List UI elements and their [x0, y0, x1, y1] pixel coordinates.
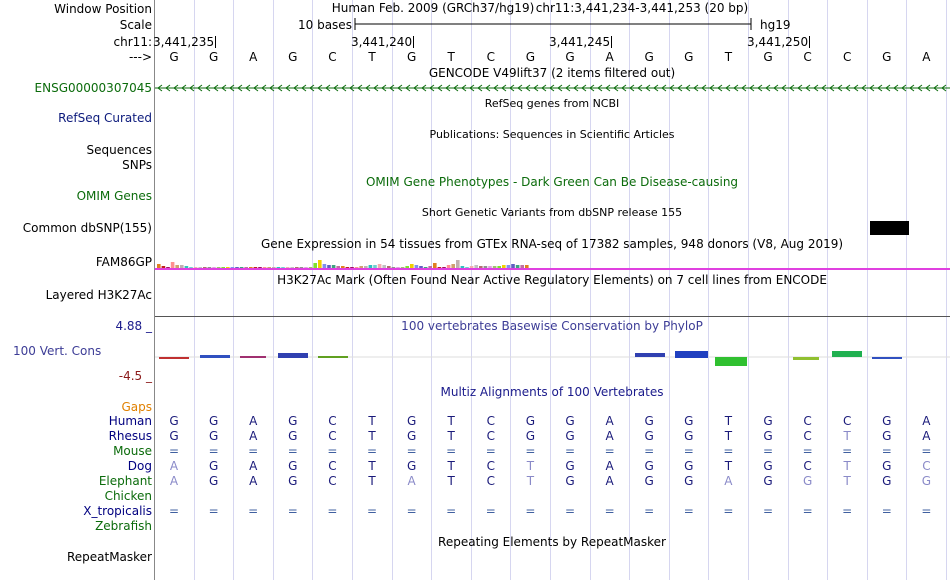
alignment-base: G — [208, 459, 219, 473]
gtex-tissue-bar — [355, 267, 359, 268]
alignment-base: = — [525, 444, 536, 458]
gtex-tissue-bar — [396, 267, 400, 268]
alignment-base: = — [842, 504, 853, 518]
gtex-tissue-bar — [497, 266, 501, 268]
alignment-base: T — [447, 459, 455, 473]
scale-assembly: hg19 — [760, 18, 791, 32]
dna-base: A — [249, 50, 258, 64]
alignment-base: = — [366, 444, 378, 458]
gtex-tissue-bar — [516, 265, 520, 268]
tick-mark — [809, 36, 810, 48]
gtex-tissue-bar — [364, 266, 368, 268]
dna-base: C — [328, 50, 337, 64]
gtex-tissue-bar — [373, 265, 377, 268]
gtex-tissue-bar — [350, 267, 354, 268]
alignment-base: = — [644, 444, 655, 458]
gtex-tissue-bar — [511, 264, 515, 268]
alignment-base: G — [882, 474, 892, 488]
alignment-base: = — [762, 444, 774, 458]
gtex-tissue-bar — [244, 267, 248, 268]
multiz-track-title[interactable]: Multiz Alignments of 100 Vertebrates — [440, 385, 664, 399]
alignment-base: A — [922, 414, 931, 428]
alignment-base: G — [921, 474, 932, 488]
species-label-mouse[interactable]: Mouse — [113, 444, 152, 458]
alignment-base: G — [684, 414, 694, 428]
alignment-base: A — [249, 414, 258, 428]
alignment-base: A — [249, 474, 258, 488]
dna-base: G — [169, 50, 179, 64]
strand-arrow-label: ---> — [128, 50, 152, 64]
gtex-tissue-bar — [263, 267, 267, 268]
alignment-base: = — [248, 444, 259, 458]
alignment-base: T — [526, 474, 535, 488]
alignment-base: G — [565, 474, 575, 488]
alignment-base: G — [288, 414, 298, 428]
gtex-tissue-bar — [415, 265, 419, 268]
h3k27ac-track-title[interactable]: H3K27Ac Mark (Often Found Near Active Regulatory Elements) on 7 cell lines from ENCODE — [277, 273, 827, 287]
alignment-base: = — [802, 444, 813, 458]
alignment-base: = — [881, 444, 892, 458]
alignment-base: T — [724, 459, 733, 473]
alignment-base: = — [604, 444, 615, 458]
alignment-base: T — [368, 429, 376, 443]
gtex-tissue-bar — [235, 267, 239, 268]
alignment-base: G — [565, 414, 575, 428]
dna-base: G — [208, 50, 219, 64]
gtex-tissue-bar — [272, 267, 276, 268]
alignment-base: T — [724, 414, 733, 428]
alignment-base: C — [803, 459, 812, 473]
alignment-base: G — [644, 414, 654, 428]
gtex-tissue-bar — [461, 266, 465, 268]
alignment-base: C — [328, 459, 337, 473]
gtex-tissue-bar — [304, 267, 308, 268]
alignment-base: G — [288, 459, 298, 473]
gtex-tissue-bar — [309, 267, 313, 268]
dna-base: C — [803, 50, 812, 64]
gtex-tissue-bar — [410, 264, 414, 268]
gtex-tissue-bar — [318, 260, 322, 268]
species-label-chicken[interactable]: Chicken — [104, 489, 152, 503]
alignment-base: = — [881, 504, 892, 518]
vert-cons-label[interactable]: 100 Vert. Cons — [13, 344, 102, 358]
gtex-tissue-bar — [212, 267, 216, 268]
alignment-base: = — [485, 444, 496, 458]
coordinate-tick: 3,441,240 — [351, 35, 413, 49]
alignment-base: T — [447, 429, 455, 443]
gtex-tissue-bar — [359, 266, 363, 268]
h3k27ac-baseline — [155, 316, 950, 317]
alignment-base: C — [922, 459, 931, 473]
gtex-tissue-bar — [313, 263, 317, 268]
omim-genes-label[interactable]: OMIM Genes — [76, 189, 152, 203]
alignment-base: = — [485, 504, 496, 518]
alignment-base: C — [842, 414, 852, 428]
gencode-track-title[interactable]: GENCODE V49lift37 (2 items filtered out) — [428, 66, 676, 80]
alignment-base: G — [406, 429, 417, 443]
alignment-base: A — [605, 474, 614, 488]
gtex-tissue-bar — [465, 267, 469, 268]
gtex-tissue-bar — [254, 267, 258, 268]
coordinate-tick: 3,441,250 — [747, 35, 809, 49]
assembly-title: Human Feb. 2009 (GRCh37/hg19) — [331, 1, 535, 15]
alignment-base: C — [486, 414, 495, 428]
alignment-base: G — [169, 414, 179, 428]
alignment-base: = — [208, 504, 219, 518]
species-label-dog[interactable]: Dog — [127, 459, 152, 473]
dna-base: G — [288, 50, 298, 64]
position-title: chr11:3,441,234-3,441,253 (20 bp) — [535, 1, 749, 15]
alignment-base: = — [525, 504, 536, 518]
alignment-base: G — [644, 429, 654, 443]
alignment-base: T — [724, 429, 733, 443]
chr-label: chr11: — [113, 35, 152, 49]
gtex-tissue-bar — [438, 267, 442, 268]
dbsnp-track-title[interactable]: Short Genetic Variants from dbSNP release 155 — [421, 206, 683, 219]
alignment-base: C — [328, 474, 337, 488]
gtex-tissue-bar — [484, 266, 488, 268]
alignment-base: G — [406, 414, 417, 428]
alignment-base: = — [842, 444, 853, 458]
alignment-base: = — [921, 444, 932, 458]
alignment-base: T — [368, 414, 376, 428]
alignment-base: A — [169, 459, 179, 473]
gtex-tissue-bar — [341, 266, 345, 268]
tick-mark — [413, 36, 414, 48]
alignment-base: G — [565, 459, 575, 473]
alignment-base: = — [327, 444, 338, 458]
dna-base: T — [724, 50, 733, 64]
alignment-base: G — [169, 429, 179, 443]
alignment-base: G — [802, 474, 813, 488]
alignment-base: = — [564, 444, 576, 458]
gtex-tissue-bar — [332, 265, 336, 268]
alignment-base: G — [684, 429, 694, 443]
alignment-base: A — [249, 459, 258, 473]
alignment-base: A — [249, 429, 258, 443]
species-label-rhesus[interactable]: Rhesus — [108, 429, 152, 443]
alignment-base: A — [407, 474, 416, 488]
alignment-base: = — [723, 504, 734, 518]
alignment-base: = — [644, 504, 655, 518]
alignment-base: G — [763, 474, 773, 488]
gtex-tissue-bar — [470, 266, 474, 268]
dna-base: G — [882, 50, 892, 64]
alignment-base: C — [486, 459, 495, 473]
dna-base: A — [605, 50, 614, 64]
alignment-base: = — [208, 444, 219, 458]
cons-max-label: 4.88 _ — [115, 319, 152, 333]
gtex-tissue-bar — [447, 265, 451, 268]
gtex-tissue-bar — [185, 266, 189, 268]
gtex-tissue-bar — [488, 266, 492, 268]
gtex-tissue-bar — [290, 267, 294, 268]
dna-base: C — [842, 50, 852, 64]
alignment-base: = — [287, 504, 298, 518]
gtex-tissue-bar — [479, 266, 483, 268]
alignment-base: T — [843, 459, 851, 473]
gtex-tissue-bar — [277, 267, 281, 268]
alignment-base: G — [763, 414, 773, 428]
alignment-base: C — [803, 429, 812, 443]
alignment-base: T — [843, 474, 851, 488]
dna-base: G — [525, 50, 536, 64]
gtex-tissue-bar — [369, 265, 373, 268]
gtex-tissue-bar — [327, 265, 331, 268]
gtex-tissue-bar — [474, 265, 478, 268]
alignment-base: = — [921, 504, 932, 518]
alignment-base: G — [208, 429, 219, 443]
alignment-base: A — [922, 429, 931, 443]
alignment-base: C — [328, 429, 337, 443]
alignment-base: = — [762, 504, 774, 518]
gtex-tissue-bar — [378, 264, 382, 268]
dna-base: G — [763, 50, 773, 64]
gtex-tissue-bar — [493, 266, 497, 268]
coordinate-tick: 3,441,245 — [549, 35, 611, 49]
gtex-tissue-bar — [442, 267, 446, 268]
refseq-track-title[interactable]: RefSeq genes from NCBI — [484, 97, 620, 110]
alignment-base: G — [882, 414, 892, 428]
alignment-base: = — [604, 504, 615, 518]
gtex-tissue-bar — [157, 264, 161, 268]
alignment-base: = — [723, 444, 734, 458]
gtex-expression-chart[interactable] — [155, 255, 950, 271]
alignment-base: G — [525, 414, 536, 428]
alignment-base: C — [486, 429, 495, 443]
alignment-base: = — [366, 504, 378, 518]
alignment-base: = — [168, 504, 180, 518]
refseq-curated-label[interactable]: RefSeq Curated — [58, 111, 152, 125]
gtex-tissue-bar — [281, 267, 285, 268]
gtex-tissue-bar — [419, 266, 423, 268]
alignment-base: C — [486, 474, 495, 488]
gtex-tissue-bar — [171, 262, 175, 268]
common-dbsnp-label[interactable]: Common dbSNP(155) — [22, 221, 152, 235]
snps-label[interactable]: SNPs — [122, 158, 152, 172]
dna-base: G — [406, 50, 417, 64]
gtex-tissue-bar — [189, 267, 193, 268]
alignment-base: G — [406, 459, 417, 473]
phylop-conservation-plot[interactable] — [155, 345, 950, 370]
dna-base: T — [368, 50, 376, 64]
gtex-tissue-bar — [217, 267, 221, 268]
gtex-tissue-bar — [323, 264, 327, 268]
gtex-tissue-bar — [520, 265, 524, 268]
alignment-base: = — [406, 504, 417, 518]
alignment-base: G — [684, 474, 694, 488]
gtex-tissue-bar — [203, 267, 207, 268]
alignment-base: T — [368, 474, 376, 488]
alignment-base: = — [683, 504, 694, 518]
sequences-label[interactable]: Sequences — [86, 143, 152, 157]
alignment-base: G — [644, 459, 654, 473]
alignment-base: = — [248, 504, 259, 518]
gtex-tissue-bar — [295, 267, 299, 268]
gtex-tissue-bar — [162, 266, 166, 268]
repeatmasker-label[interactable]: RepeatMasker — [66, 550, 152, 564]
alignment-base: T — [368, 459, 376, 473]
alignment-base: G — [763, 429, 773, 443]
gene-strand-line[interactable] — [155, 83, 950, 93]
alignment-base: = — [446, 504, 457, 518]
gtex-tissue-bar — [392, 267, 396, 268]
alignment-base: G — [684, 459, 694, 473]
alignment-base: G — [288, 429, 298, 443]
gtex-tissue-bar — [428, 266, 432, 268]
gtex-gene-bar — [155, 268, 950, 270]
gtex-tissue-bar — [231, 267, 235, 268]
gtex-tissue-bar — [267, 267, 271, 268]
gtex-tissue-bar — [382, 265, 386, 268]
gtex-tissue-bar — [166, 267, 170, 268]
layered-h3k27ac-label[interactable]: Layered H3K27Ac — [45, 288, 152, 302]
gtex-tissue-bar — [286, 267, 290, 268]
gtex-tissue-bar — [175, 265, 179, 268]
alignment-base: G — [288, 474, 298, 488]
scale-text: 10 bases — [298, 18, 352, 32]
alignment-base: = — [287, 444, 298, 458]
dna-base: G — [644, 50, 654, 64]
alignment-base: = — [802, 504, 813, 518]
alignment-base: T — [843, 429, 851, 443]
gtex-tissue-bar — [451, 264, 455, 268]
gtex-tissue-bar — [180, 265, 184, 268]
repeatmasker-track-title[interactable]: Repeating Elements by RepeatMasker — [438, 535, 666, 549]
gtex-tissue-bar — [198, 267, 202, 268]
alignment-base: G — [644, 474, 654, 488]
alignment-base: = — [683, 444, 694, 458]
gtex-tissue-bar — [525, 265, 529, 268]
alignment-base: G — [882, 459, 892, 473]
alignment-base: G — [565, 429, 575, 443]
coordinate-tick: 3,441,235 — [153, 35, 215, 49]
gtex-tissue-bar — [507, 265, 511, 268]
gene-ensg-label[interactable]: ENSG00000307045 — [34, 81, 152, 95]
species-label-human[interactable]: Human — [108, 414, 152, 428]
species-label-elephant[interactable]: Elephant — [98, 474, 152, 488]
alignment-base: G — [763, 459, 773, 473]
alignment-base: G — [208, 474, 219, 488]
alignment-base: C — [803, 414, 812, 428]
cons-min-label: -4.5 _ — [118, 369, 152, 383]
gtex-tissue-bar — [226, 267, 230, 268]
gtex-track-title[interactable]: Gene Expression in 54 tissues from GTEx RNA-seq of 17382 samples, 948 donors (V8, Aug 2019) — [260, 237, 844, 251]
alignment-base: G — [525, 429, 536, 443]
alignment-base: = — [406, 444, 417, 458]
gtex-tissue-bar — [456, 260, 460, 268]
alignment-base: A — [605, 459, 614, 473]
dna-base: T — [447, 50, 455, 64]
phylop-track-title[interactable]: 100 vertebrates Basewise Conservation by PhyloP — [401, 319, 703, 333]
gaps-label: Gaps — [121, 400, 152, 414]
tick-mark — [215, 36, 216, 48]
gtex-tissue-bar — [240, 267, 244, 268]
alignment-base: T — [447, 414, 455, 428]
alignment-base: = — [168, 444, 180, 458]
gtex-tissue-bar — [194, 267, 198, 268]
alignment-base: T — [447, 474, 455, 488]
alignment-base: A — [724, 474, 733, 488]
dna-base: C — [486, 50, 495, 64]
dbsnp-variant-block[interactable] — [870, 221, 909, 235]
gtex-tissue-bar — [258, 267, 262, 268]
omim-track-title[interactable]: OMIM Gene Phenotypes - Dark Green Can Be Disease-causing — [365, 175, 739, 189]
alignment-base: = — [446, 444, 457, 458]
window-position-label: Window Position — [54, 2, 152, 16]
gtex-tissue-bar — [433, 263, 437, 268]
dna-base: A — [922, 50, 931, 64]
gtex-tissue-bar — [221, 267, 225, 268]
alignment-base: T — [526, 459, 535, 473]
gtex-tissue-bar — [300, 267, 304, 268]
fam86gp-label[interactable]: FAM86GP — [95, 255, 152, 269]
gtex-tissue-bar — [502, 265, 506, 268]
tick-mark — [611, 36, 612, 48]
gtex-tissue-bar — [387, 266, 391, 268]
gtex-tissue-bar — [249, 267, 253, 268]
gtex-tissue-bar — [401, 267, 405, 268]
alignment-base: G — [882, 429, 892, 443]
alignment-base: = — [327, 504, 338, 518]
publications-track-title[interactable]: Publications: Sequences in Scientific Articles — [429, 128, 675, 141]
gtex-tissue-bar — [346, 267, 350, 268]
alignment-base: A — [169, 474, 179, 488]
gtex-tissue-bar — [208, 267, 212, 268]
alignment-base: A — [605, 414, 614, 428]
gtex-tissue-bar — [336, 266, 340, 268]
species-label-zebrafish[interactable]: Zebrafish — [95, 519, 152, 533]
alignment-base: A — [605, 429, 614, 443]
alignment-base: G — [208, 414, 219, 428]
dna-base: G — [684, 50, 694, 64]
species-label-x_tropicalis[interactable]: X_tropicalis — [83, 504, 152, 518]
gtex-tissue-bar — [405, 266, 409, 268]
dna-base: G — [565, 50, 575, 64]
alignment-base: = — [564, 504, 576, 518]
gtex-tissue-bar — [424, 267, 428, 268]
scale-label: Scale — [119, 18, 152, 32]
alignment-base: C — [328, 414, 337, 428]
